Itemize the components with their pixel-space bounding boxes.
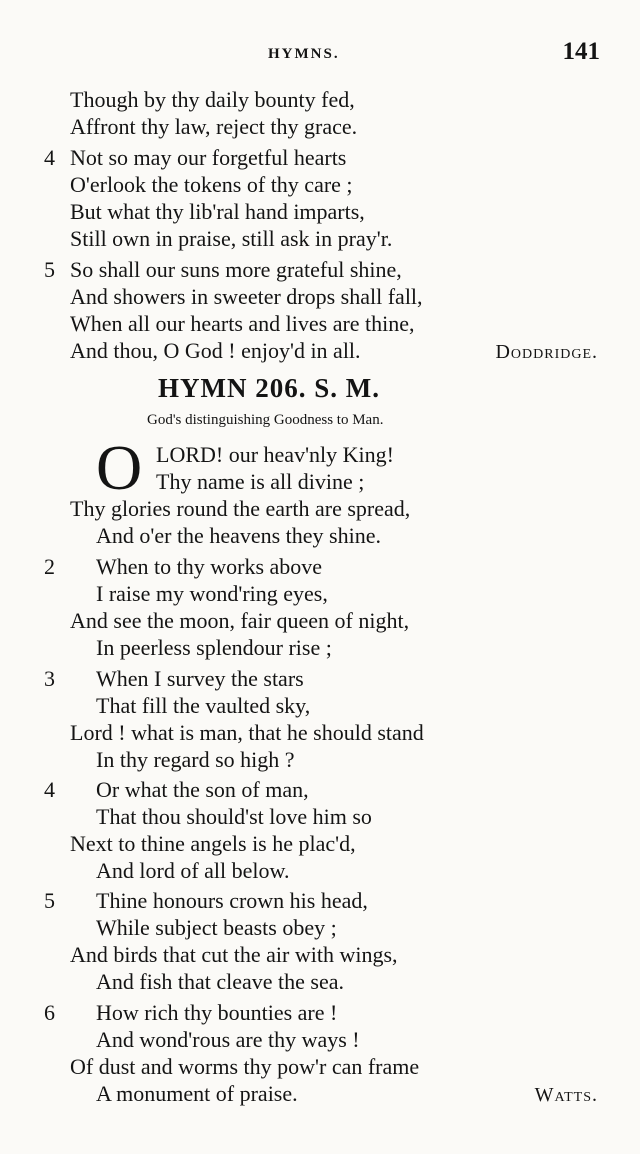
stanza-number: 5 <box>44 257 55 282</box>
verse-line: Though by thy daily bounty fed, <box>70 87 355 112</box>
verse-line: And see the moon, fair queen of night, <box>70 608 410 633</box>
verse-line: LORD! our heav'nly King! <box>156 442 394 467</box>
stanza-number: 4 <box>44 777 55 802</box>
verse-line: And birds that cut the air with wings, <box>70 942 398 967</box>
verse-line: Not so may our forgetful hearts <box>70 145 347 170</box>
drop-cap: O <box>96 432 143 503</box>
author-attribution: Doddridge. <box>495 341 598 363</box>
verse-line: But what thy lib'ral hand imparts, <box>70 199 365 224</box>
verse-line: Thy name is all divine ; <box>156 469 365 494</box>
hymn-subtitle: God's distinguishing Goodness to Man. <box>147 412 384 428</box>
verse-line: Thine honours crown his head, <box>96 888 368 913</box>
verse-line: Next to thine angels is he plac'd, <box>70 831 356 856</box>
verse-line: Of dust and worms thy pow'r can frame <box>70 1054 420 1079</box>
verse-line: How rich thy bounties are ! <box>96 1000 338 1025</box>
verse-line: Thy glories round the earth are spread, <box>70 496 411 521</box>
verse-line: And lord of all below. <box>96 858 290 883</box>
verse-line: Lord ! what is man, that he should stand <box>70 720 424 745</box>
verse-line: O'erlook the tokens of thy care ; <box>70 172 353 197</box>
stanza-number: 4 <box>44 145 55 170</box>
stanza-number: 5 <box>44 888 55 913</box>
verse-line: That fill the vaulted sky, <box>96 693 311 718</box>
stanza-number: 6 <box>44 1000 55 1025</box>
verse-line: In thy regard so high ? <box>96 747 295 772</box>
verse-line: So shall our suns more grateful shine, <box>70 257 402 282</box>
verse-line: Affront thy law, reject thy grace. <box>70 114 358 139</box>
verse-line: When I survey the stars <box>96 666 304 691</box>
stanza-number: 3 <box>44 666 55 691</box>
verse-line: Or what the son of man, <box>96 777 309 802</box>
verse-line: That thou should'st love him so <box>96 804 372 829</box>
verse-line: And fish that cleave the sea. <box>96 969 345 994</box>
verse-line: And thou, O God ! enjoy'd in all. <box>70 338 361 363</box>
author-attribution: Watts. <box>534 1084 598 1106</box>
verse-line: When all our hearts and lives are thine, <box>70 311 415 336</box>
verse-line: Still own in praise, still ask in pray'r. <box>70 226 393 251</box>
verse-line: A monument of praise. <box>96 1081 298 1106</box>
verse-line: And o'er the heavens they shine. <box>96 523 381 548</box>
hymn-title: HYMN 206. S. M. <box>158 373 380 403</box>
verse-line: I raise my wond'ring eyes, <box>96 581 328 606</box>
page-number: 141 <box>562 38 600 65</box>
verse-line: In peerless splendour rise ; <box>96 635 332 660</box>
verse-line: When to thy works above <box>96 554 323 579</box>
running-head: HYMNS. <box>268 46 340 62</box>
stanza-number: 2 <box>44 554 55 579</box>
verse-line: And showers in sweeter drops shall fall, <box>70 284 423 309</box>
verse-line: While subject beasts obey ; <box>96 915 337 940</box>
verse-line: And wond'rous are thy ways ! <box>96 1027 360 1052</box>
